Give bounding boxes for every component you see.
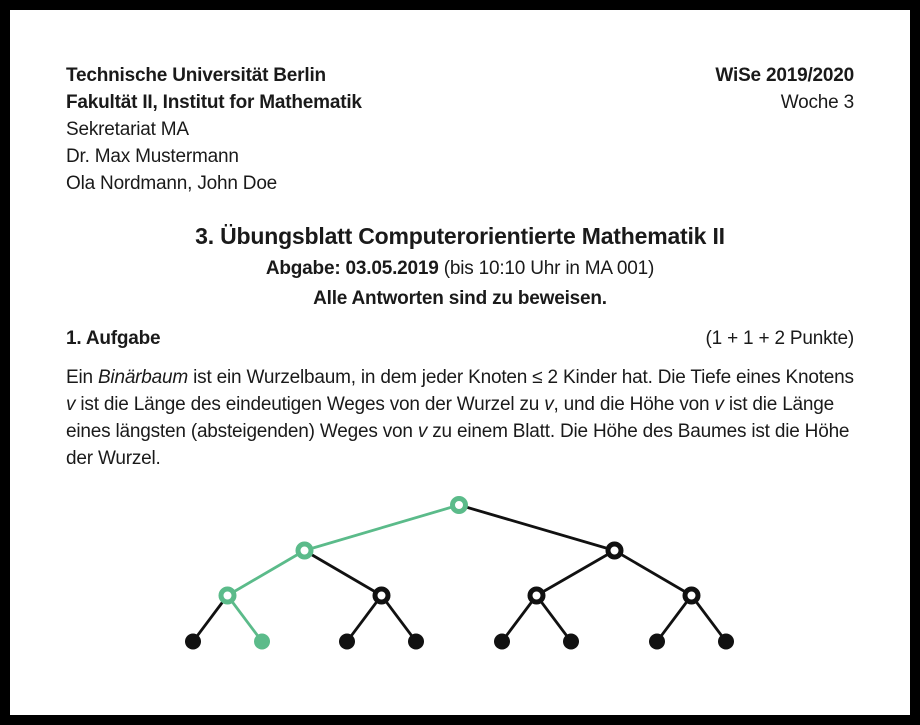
italic-term: v xyxy=(714,394,724,415)
binary-tree-diagram xyxy=(10,10,910,715)
faculty-name: Fakultät II, Institut for Mathematik xyxy=(66,92,362,113)
tree-node-leaf-6 xyxy=(563,634,579,650)
italic-term: v xyxy=(544,394,554,415)
tree-node-leaf-4 xyxy=(408,634,424,650)
deadline-date: Abgabe: 03.05.2019 xyxy=(265,258,439,279)
tree-edge-root-n-r xyxy=(459,505,615,551)
italic-term: v xyxy=(417,421,428,442)
tree-node-root xyxy=(453,499,466,512)
text-segment: Ein xyxy=(66,367,98,388)
tree-node-leaf-2 xyxy=(254,634,270,650)
tree-edge-n-l-n-lr xyxy=(305,551,382,596)
deadline-details: (bis 10:10 Uhr in MA 001) xyxy=(438,258,655,279)
tree-node-leaf-7 xyxy=(649,634,665,650)
tree-node-n-rl xyxy=(530,589,543,602)
document-page xyxy=(10,10,910,715)
tree-node-n-r xyxy=(608,544,621,557)
italic-term: Binärbaum xyxy=(97,367,189,388)
tree-node-leaf-1 xyxy=(185,634,201,650)
secretariat-line: Sekretariat MA xyxy=(66,119,189,140)
text-segment: ist die Länge des eindeutigen Weges von der Wurzel zu xyxy=(75,394,545,415)
tree-node-n-ll xyxy=(221,589,234,602)
tree-node-n-lr xyxy=(375,589,388,602)
assistants-line: Ola Nordmann, John Doe xyxy=(66,173,278,194)
tree-node-n-rr xyxy=(685,589,698,602)
text-segment: , und die Höhe von xyxy=(553,394,715,415)
tree-edge-root-n-l xyxy=(305,505,460,551)
week-label: Woche 3 xyxy=(780,92,854,113)
tree-edge-n-l-n-ll xyxy=(228,551,305,596)
tree-edge-n-r-n-rl xyxy=(537,551,615,596)
tree-edge-n-r-n-rr xyxy=(615,551,692,596)
tree-node-leaf-8 xyxy=(718,634,734,650)
proof-note: Alle Antworten sind zu beweisen. xyxy=(313,288,607,309)
semester-label: WiSe 2019/2020 xyxy=(715,65,854,86)
italic-term: v xyxy=(66,394,76,415)
tree-node-n-l xyxy=(298,544,311,557)
lecturer-line: Dr. Max Mustermann xyxy=(66,146,239,167)
task-label: 1. Aufgabe xyxy=(66,328,161,349)
task-points: (1 + 1 + 2 Punkte) xyxy=(705,328,854,349)
sheet-title: 3. Übungsblatt Computerorientierte Mathematik II xyxy=(195,223,725,249)
university-name: Technische Universität Berlin xyxy=(66,65,326,86)
text-segment: ist ein Wurzelbaum, in dem jeder Knoten ≤ 2 Kinder hat. Die Tiefe eines Knotens xyxy=(188,367,854,388)
text-segment: ist die Länge eines längsten (absteigenden) Weges von xyxy=(66,394,835,442)
tree-node-leaf-3 xyxy=(339,634,355,650)
tree-node-leaf-5 xyxy=(494,634,510,650)
text-segment: zu einem Blatt. Die Höhe des Baumes ist die Höhe der Wurzel. xyxy=(66,421,850,469)
